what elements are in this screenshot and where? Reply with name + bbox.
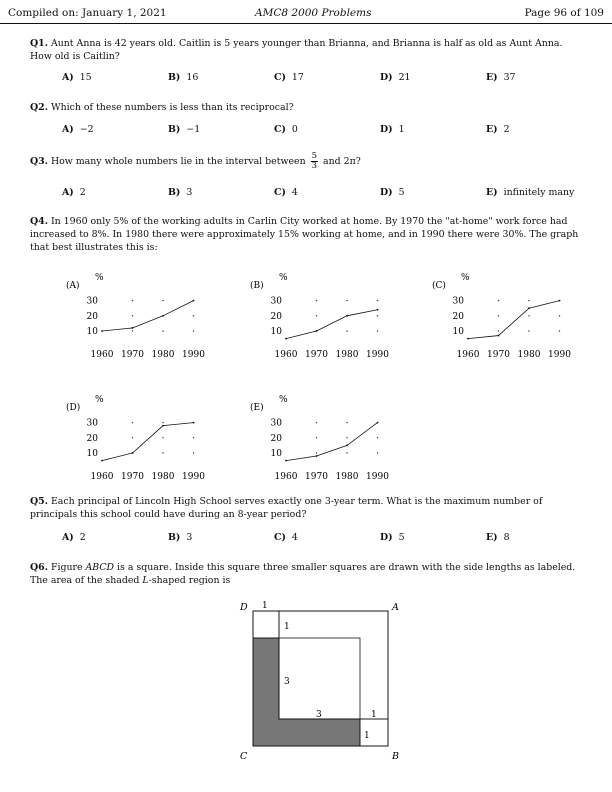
question-text: Each principal of Lincoln High School serves exactly one 3-year term. What is the maximum number of principals this school could have during an 8-year period? xyxy=(30,496,543,520)
choice-d: D) 21 xyxy=(380,72,411,83)
y-tick-label: 10 xyxy=(86,327,98,337)
choice-e: E) 8 xyxy=(486,532,510,543)
vertex-b: B xyxy=(392,751,399,762)
question-number: Q4. xyxy=(30,216,48,227)
question-number: Q2. xyxy=(30,102,48,113)
x-tick-label: 1960 xyxy=(274,472,298,482)
fraction: $\frac{5}{3}$ xyxy=(311,151,318,171)
y-tick-label: 30 xyxy=(452,296,464,307)
choice-c: C) 4 xyxy=(274,187,298,198)
choice-a: A) 2 xyxy=(62,187,86,198)
y-axis-label: % xyxy=(95,395,104,405)
choice-a: A) 15 xyxy=(62,72,92,83)
side-label: 3 xyxy=(284,677,290,687)
panel-label: (A) xyxy=(66,281,80,291)
choice-c: C) 4 xyxy=(274,532,298,543)
vertex-c: C xyxy=(240,751,248,762)
x-tick-label: 1990 xyxy=(182,472,205,482)
y-axis-label: % xyxy=(95,273,104,283)
panel-label: (C) xyxy=(432,281,446,291)
side-label: 1 xyxy=(262,601,268,611)
choice-b: B) 16 xyxy=(168,72,199,83)
y-tick-label: 20 xyxy=(452,311,464,322)
header-compiled-date: Compiled on: January 1, 2021 xyxy=(8,7,167,19)
x-tick-label: 1960 xyxy=(274,350,298,360)
choice-a: A) 2 xyxy=(62,532,86,543)
x-tick-label: 1990 xyxy=(182,350,205,360)
shaded-l-region xyxy=(253,638,360,746)
y-tick-label: 30 xyxy=(270,296,282,307)
y-tick-label: 10 xyxy=(452,327,464,337)
x-tick-label: 1960 xyxy=(90,350,114,360)
x-tick-label: 1990 xyxy=(366,472,389,482)
question-text: Which of these numbers is less than its reciprocal? xyxy=(50,102,294,113)
x-tick-label: 1960 xyxy=(90,472,114,482)
question-text: In 1960 only 5% of the working adults in Carlin City worked at home. By 1970 the "at-home" work force had increased to 8%. In 1980 there were approximately 15% working at home, and in 1990 there were 30%. The graph that best illustrates this is: xyxy=(30,216,579,253)
square-name: ABCD xyxy=(85,562,115,573)
y-tick-label: 30 xyxy=(86,418,98,429)
question-text: -shaped region is xyxy=(148,575,231,586)
middle-square xyxy=(279,611,388,719)
question-number: Q5. xyxy=(30,496,48,507)
x-tick-label: 1980 xyxy=(151,350,175,360)
x-tick-label: 1980 xyxy=(151,472,175,482)
panel-label: (D) xyxy=(66,403,81,413)
small-square-top-left xyxy=(253,611,279,638)
y-axis-label: % xyxy=(279,273,288,283)
y-tick-label: 30 xyxy=(270,418,282,429)
y-axis-label: % xyxy=(461,273,470,283)
x-tick-label: 1970 xyxy=(121,350,144,360)
question-text: Aunt Anna is 42 years old. Caitlin is 5 years younger than Brianna, and Brianna is half as old as Aunt Anna. How old is Caitlin? xyxy=(30,38,563,62)
choice-b: B) 3 xyxy=(168,532,193,543)
choice-a: A) −2 xyxy=(62,124,94,135)
question-number: Q6. xyxy=(30,562,48,573)
x-tick-label: 1980 xyxy=(335,350,359,360)
side-label: 1 xyxy=(371,710,377,720)
x-tick-label: 1960 xyxy=(456,350,480,360)
choice-d: D) 5 xyxy=(380,532,405,543)
question-text: is a square. Inside this square three smaller squares are drawn with the side lengths as labeled. The area of the shaded xyxy=(30,562,576,586)
y-tick-label: 30 xyxy=(86,296,98,307)
vertex-a: A xyxy=(392,602,399,613)
choice-e: E) 37 xyxy=(486,72,516,83)
y-tick-label: 20 xyxy=(270,311,282,322)
question-number: Q1. xyxy=(30,38,48,49)
question-number: Q3. xyxy=(30,156,48,167)
choice-b: B) −1 xyxy=(168,124,201,135)
question-text: How many whole numbers lie in the interval between xyxy=(50,156,306,167)
y-tick-label: 10 xyxy=(86,449,98,459)
y-tick-label: 20 xyxy=(86,311,98,322)
panel-label: (E) xyxy=(250,403,264,413)
y-tick-label: 20 xyxy=(86,433,98,444)
choice-c: C) 0 xyxy=(274,124,298,135)
choice-d: D) 1 xyxy=(380,124,405,135)
question-text-end: and 2π? xyxy=(323,156,361,167)
side-label: 3 xyxy=(316,710,322,720)
choice-e: E) infinitely many xyxy=(486,187,575,198)
region-letter: L xyxy=(142,575,149,586)
y-tick-label: 20 xyxy=(270,433,282,444)
x-tick-label: 1990 xyxy=(366,350,389,360)
choice-c: C) 17 xyxy=(274,72,304,83)
choice-d: D) 5 xyxy=(380,187,405,198)
vertex-d: D xyxy=(240,602,248,613)
x-tick-label: 1970 xyxy=(487,350,510,360)
header-title: AMC8 2000 Problems xyxy=(255,7,372,19)
y-tick-label: 10 xyxy=(270,449,282,459)
x-tick-label: 1970 xyxy=(121,472,144,482)
y-axis-label: % xyxy=(279,395,288,405)
header-page-number: Page 96 of 109 xyxy=(524,7,604,19)
panel-label: (B) xyxy=(250,281,264,291)
y-tick-label: 10 xyxy=(270,327,282,337)
side-label: 1 xyxy=(284,622,290,632)
x-tick-label: 1970 xyxy=(305,472,328,482)
choice-b: B) 3 xyxy=(168,187,193,198)
inner-square xyxy=(279,638,360,719)
question-text: Figure xyxy=(50,562,86,573)
choice-e: E) 2 xyxy=(486,124,510,135)
x-tick-label: 1970 xyxy=(305,350,328,360)
x-tick-label: 1980 xyxy=(517,350,541,360)
side-label: 1 xyxy=(364,731,370,741)
x-tick-label: 1990 xyxy=(548,350,571,360)
x-tick-label: 1980 xyxy=(335,472,359,482)
